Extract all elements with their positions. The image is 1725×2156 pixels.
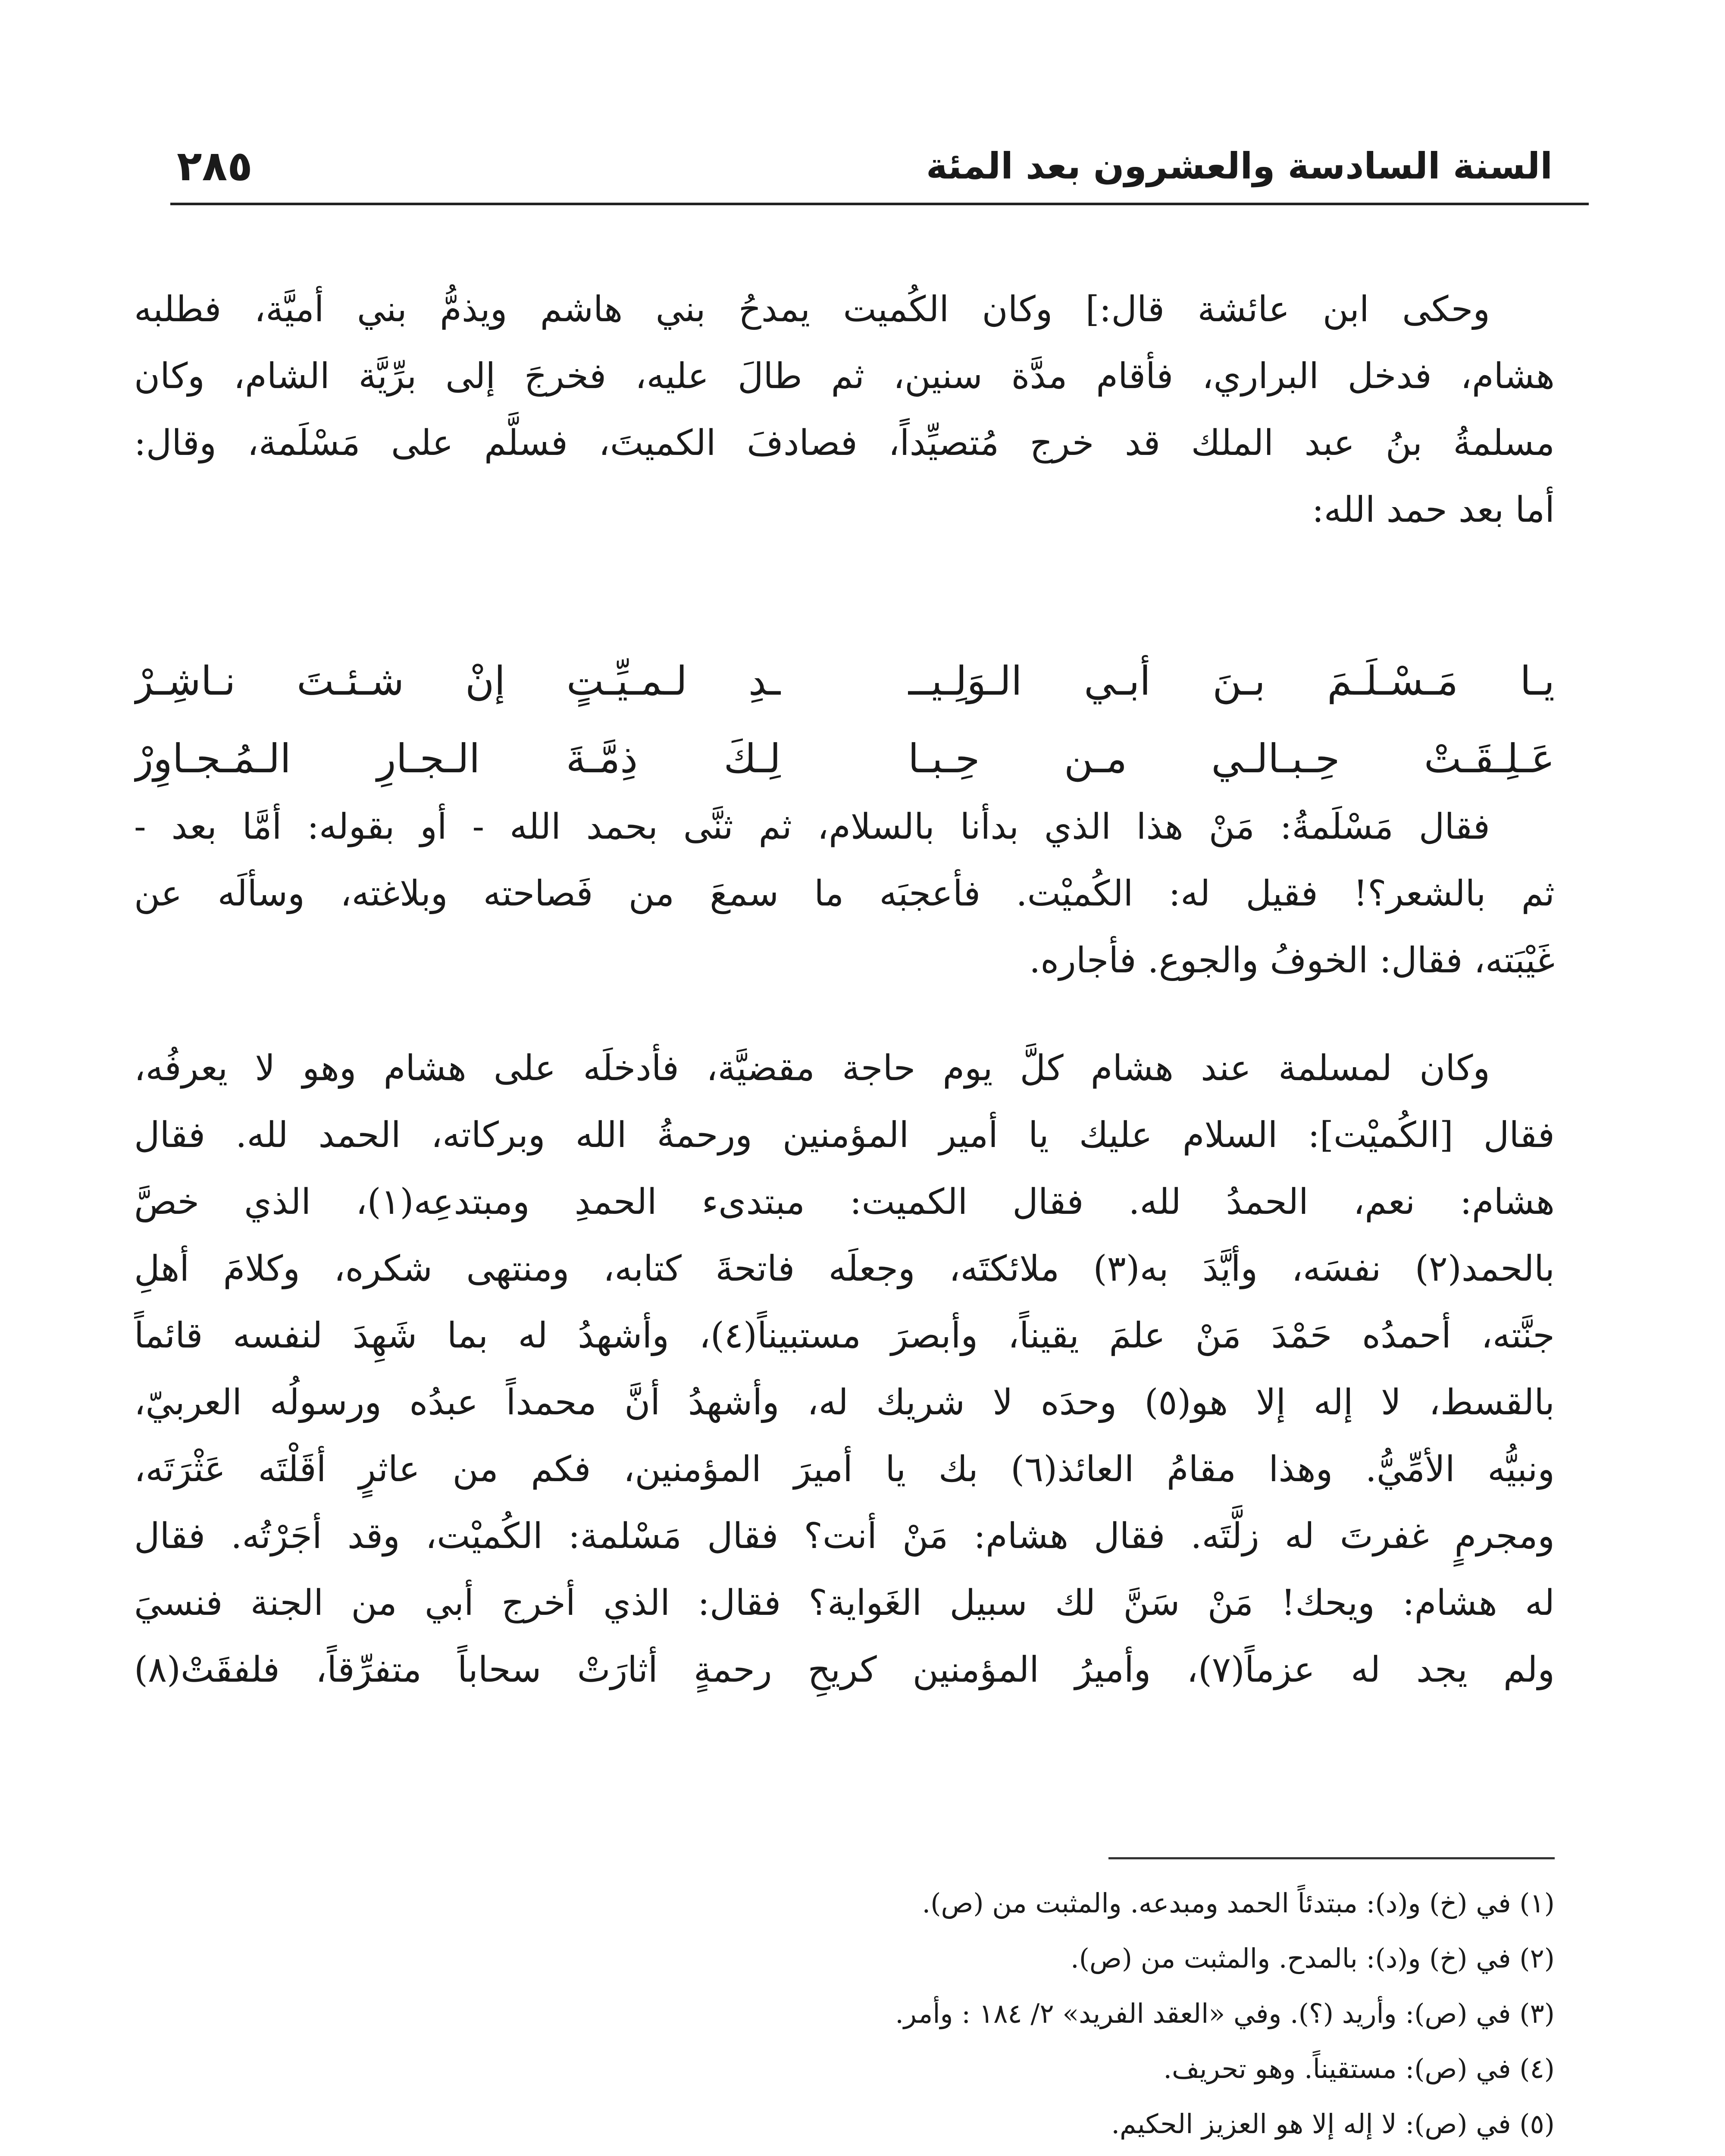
header-rule bbox=[170, 203, 1589, 205]
paragraph-3 bbox=[134, 1035, 1555, 1703]
text-line: وكان لمسلمة عند هشام كلَّ يوم حاجة مقضيَّة، فأدخلَه على هشام وهو لا يعرفُه، bbox=[134, 1048, 1490, 1089]
footnote bbox=[134, 2152, 1555, 2156]
text-line: ثم بالشعر؟! فقيل له: الكُميْت. فأعجبَه ما سمعَ من فَصاحته وبلاغته، وسألَه عن bbox=[134, 873, 1555, 914]
footnote: (١) في (خ) و(د): مبتدئاً الحمد ومبدعه. والمثبت من (ص). bbox=[922, 1887, 1555, 1919]
footnotes bbox=[134, 1876, 1555, 2156]
text-line: أما بعد حمد الله: bbox=[1312, 489, 1555, 530]
footnote-rule bbox=[1108, 1857, 1555, 1859]
paragraph-1 bbox=[134, 276, 1555, 543]
verse-row bbox=[134, 720, 1555, 798]
poem-verses bbox=[134, 642, 1555, 798]
verse-row bbox=[134, 642, 1555, 720]
text-line: ومجرمٍ غفرتَ له زلَّتَه. فقال هشام: مَنْ أنت؟ فقال مَسْلمة: الكُميْت، وقد أجَرْتُه. فقال bbox=[134, 1516, 1555, 1557]
text-line: فقال [الكُميْت]: السلام عليك يا أمير المؤمنين ورحمةُ الله وبركاته، الحمد لله. فقال bbox=[134, 1115, 1555, 1156]
text-line: ولم يجد له عزماً(٧)، وأميرُ المؤمنين كريحِ رحمةٍ أثارَتْ سحاباً متفرِّقاً، فلفقَتْ(٨) bbox=[134, 1649, 1555, 1690]
footnote: (٣) في (ص): وأريد (؟). وفي «العقد الفريد» ٢/ ١٨٤ : وأمر. bbox=[895, 1998, 1555, 2029]
text-line: وحكى ابن عائشة قال:] وكان الكُميت يمدحُ بني هاشم ويذمُّ بني أميَّة، فطلبه bbox=[134, 289, 1490, 330]
text-line: فقال مَسْلَمةُ: مَنْ هذا الذي بدأنا بالسلام، ثم ثنَّى بحمد الله - أو بقوله: أمَّا بعد - bbox=[134, 806, 1490, 847]
text-line: بالحمد(٢) نفسَه، وأيَّدَ به(٣) ملائكتَه، وجعلَه فاتحةَ كتابه، ومنتهى شكره، وكلامَ أهلِ bbox=[134, 1248, 1555, 1289]
verse-first-hemistich: عَـلِـقَـتْ حِـبـالـي مـن حِـبـا bbox=[908, 736, 1555, 782]
footnote: (٤) في (ص): مستقيناً. وهو تحريف. bbox=[1163, 2053, 1555, 2084]
text-line: ونبيُّه الأمِّيُّ. وهذا مقامُ العائذ(٦) بك يا أميرَ المؤمنين، فكم من عاثرٍ أقَلْتَه عَثْرَتَه، bbox=[134, 1449, 1555, 1490]
page-number: ٢٨٥ bbox=[177, 142, 253, 190]
paragraph-2 bbox=[134, 793, 1555, 994]
text-line: بالقسط، لا إله إلا هو(٥) وحدَه لا شريك له، وأشهدُ أنَّ محمداً عبدُه ورسولُه العربيّ، bbox=[134, 1382, 1555, 1423]
text-line: غَيْبَته، فقال: الخوفُ والجوع. فأجاره. bbox=[1029, 940, 1555, 981]
text-line: مسلمةُ بنُ عبد الملك قد خرج مُتصيِّداً، فصادفَ الكميتَ، فسلَّم على مَسْلَمة، وقال: bbox=[134, 423, 1555, 464]
verse-second-hemistich: لِـكَ ذِمَّـةَ الـجـارِ الـمُـجـاوِرْ bbox=[134, 736, 781, 782]
footnote: (٥) في (ص): لا إله إلا هو العزيز الحكيم. bbox=[1111, 2108, 1555, 2140]
verse-first-hemistich: يـا مَـسْـلَـمَ بـنَ أبـي الـوَلِـيــ bbox=[908, 658, 1555, 704]
running-header-title: السنة السادسة والعشرون بعد المئة bbox=[926, 145, 1553, 187]
text-line: جنَّته، أحمدُه حَمْدَ مَنْ علمَ يقيناً، وأبصرَ مستبيناً(٤)، وأشهدُ له بما شَهِدَ لنفسه قائماً bbox=[134, 1315, 1555, 1356]
text-line: هشام: نعم، الحمدُ لله. فقال الكميت: مبتدىء الحمدِ ومبتدعِه(١)، الذي خصَّ bbox=[134, 1181, 1555, 1222]
verse-second-hemistich: ـدِ لـمـيِّـتٍ إنْ شـئـتَ نـاشِـرْ bbox=[134, 658, 781, 704]
text-line: له هشام: ويحك! مَنْ سَنَّ لك سبيل الغَواية؟ فقال: الذي أخرج أبي من الجنة فنسيَ bbox=[134, 1583, 1555, 1623]
text-line: هشام، فدخل البراري، فأقام مدَّة سنين، ثم طالَ عليه، فخرجَ إلى برِّيَّة الشام، وكان bbox=[134, 356, 1555, 397]
footnote: (٢) في (خ) و(د): بالمدح. والمثبت من (ص). bbox=[1071, 1943, 1555, 1974]
